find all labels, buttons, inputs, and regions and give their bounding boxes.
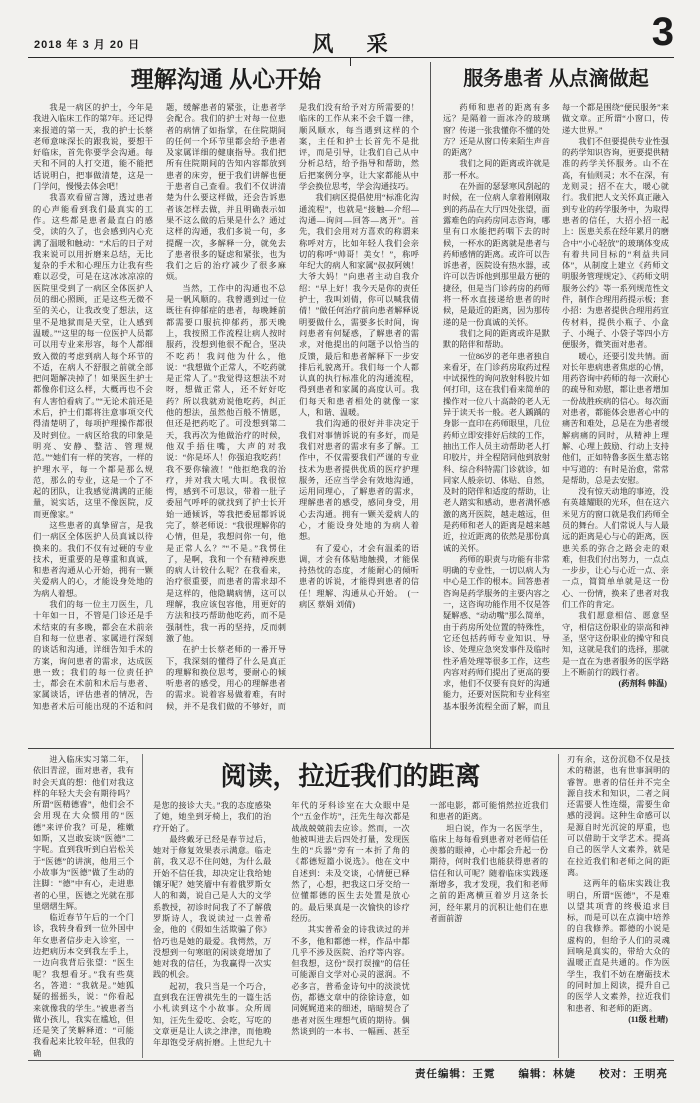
paragraph: 起初，我只当是一个巧合，直到我在汪曾祺先生的一篇生活小札读到这个小故事。众所周知，汪先生爱吃、会吃，写吃的文章更是让人读之津津，而他晚年却饱受牙病折磨。上世纪九十年代的牙科诊室在大众眼中是个“五金作坊”，汪先生每次都是战战兢兢前去应诊。然而，一次他被叫进去后四处打量，发现医生的“兵器”旁有一本折了角的《都德短篇小说选》。他在文中自述到：未及交谈，心情便已释然了，心想，把我这口牙交给一位懂都德的医生去处置是放心的。最后果真是一次愉快的诊疗经历。 [152,801,410,1048]
article-reading-right-column [567,754,670,1058]
paragraph: 有了爱心，才会有温柔的语调，才会有体贴地触摸，才能保持热忱的态度，才能耐心的倾听患者的诉说，才能得到患者的信任！理解、沟通从心开始。 (一病区 蔡娟 刘倩) [299,543,419,610]
article-reading-center [142,754,559,1058]
footer-credits: 责任编辑：王霓 编辑：林婕 校对：王明亮 [415,1068,668,1080]
header-date: 2018 年 3 月 20 日 [34,39,141,51]
article-reading-left-column [33,754,134,1058]
article-pharmacy-byline: (药剂科 韩温) [618,679,667,689]
paragraph: 我们愿意相信、愿意坚守，相信这份职业的崇高和神圣，坚守这份职业的操守和良知，这就是我们的选择，那就是一直在为患者服务的医学路上不断前行的践行者。 [562,611,669,677]
paragraph: 我是一病区的护士，今年是我进入临床工作的第7年。还记得来报道的第一天，我的护士长蔡老师意味深长的跟我说，要想干好临床，首先你要学会沟通。每天和不同的人打交道，能不能把话说明白，把事做清楚，这是一门学问，慢慢去体会吧！ [33,103,153,192]
paragraph: 暖心，还要引发共情。面对长年患病患者焦虑的心情，用药咨询中药师的每一次耐心的疏导和劝慰，都让患者增加一份战胜疾病的信心。每次面对患者，都能体会患者心中的痛苦和难处，总是在为患者缓解病痛的同时，从精神上理解、心理上鼓励、行动上支持他们，正如特鲁多医生墓志铭中写道的：有时是治愈，常常是帮助，总是去安慰。 [562,351,669,485]
paragraph: 我们的每一位主刀医生，几十年如一日，不管是门诊还是手术结束的有多晚，都会在术前亲自和每一位患者、家属进行深刻的谈话和沟通，详细告知手术的方案，询问患者的需求，达成医患一致；我们的每一位责任护士，都会在术前和术后与患者、家属谈话，评估患者的情况，告知患者术后可能出现的不适和问题，缓解患者的紧张，让患者学会配合。我们的护士对每一位患者的病情了如指掌，在住院期间的任何一个环节里都会给予患者及家属详细的健康指导。我们把所有住院期间的告知内容都放到患者的床旁，便于我们讲解也便于患者自己查看。我们不仅讲清楚为什么要这样做，还会告诉患者该怎样去做，并且明确表示如果不这么做的后果是什么？通过这样的沟通，我们多说一句，多提醒一次，多解释一分，就免去了患者很多的疑虑和紧张，也为我们之后的治疗减少了很多麻烦。 [33,103,286,711]
paragraph: 在护士长蔡老师的一番开导下，我深刻的懂得了什么是真正的理解和换位思考，要耐心的倾听患者的感受，用心的理解患者的需求。说着容易做着难，有时候，并不是我们做的不够好，而是我们没有给予对方所需要的！临床的工作从来不会千篇一律，顺风顺水，每当遇到这样的个案，主任和护士长首先不是批评，而是引导，让我们自己从中分析总结，给予指导和帮助，然后把案例分享，让大家都能从中学会换位思考，学会沟通技巧。 [166,103,419,711]
paragraph: 我喜欢看留言簿，透过患者的心声能看到我们最真实的工作。这些都是患者最直白的感受，读的久了，也会感到内心充满了温暖和触动：“术后的日子对我来说可以用折磨来总结，无比复杂的手术和心理压力让我有些难以忍受，可是在这冰冰凉凉的医院里受到了一病区全体医护人员的细心照顾，正是这些无微不至的关心，让我改变了想法，这里不是地狱而是天堂，让人感到温暖。”“这里的每一位医护人员都可以用专业来形容，每个人都细致入微的考虑到病人每个环节的不适，在病人不舒服之前就全部把问题解决掉了！如果医生护士都像你们这么样，大概再也不会有人害怕看病了。”“无论术前还是术后，护士们都将注意事项交代得清楚明了，每项护理操作都很及时到位。一病区给我的印象是明亮、安静、整洁、管理规范。”“她们有一样的笑容，一样的护理水平，每一个都是那么规范，那么的专业，这是一个了不起的团队，让我感觉满满的正能量，说实话，这里不像医院，反而更像家。” [33,193,153,519]
paragraph: 我们之间的距离或许就是那一杯水。 [443,159,550,180]
bottom-section-rule [28,748,674,749]
paragraph: 进入临床实习第二年，依旧青涩，面对患者，我有时会天真的想：他们对我这样的年轻大夫会有期待吗？所谓“医精德睿”，他们会不会用现在大众惯用的“医德”来评价我？可是，稚嫩如斯，又岂敢妄谈“医德”二字呢。直到我听到白岩松关于“医德”的讲演，他用三个小故事为“医德”做了生动的注脚：“德”中有心，走进患者的心里，医德之光就在那里熠熠生辉。 [33,755,134,911]
paragraph: 我们沟通的很好并非决定于我们对事情诉说的有多好，而是我们对患者的需求有多了解。工作中，不仅需要我们严谨的专业技术为患者提供优质的医疗护理服务，还应当学会有效地沟通，运用同理心，了解患者的需求，理解患者的感受，感同身受，用心去沟通。拥有一颗关爱病人的心，才能设身处地的为病人着想。 [299,419,419,542]
paragraph: 在外面的瑟瑟寒风刮起的时候，在一位病人拿着刚刚取到的药品在大厅四处张望，面露难色的向药房同志咨询，哪里有口水能把药咽下去的时候，一杯水的距离就是患者与药师感情的距离。或许可以告诉患者，医院设有热水器，或许可以告诉他到那里最方便的捷径，但是当门诊药房的药师将一杯水直接递给患者的时候，是最近的距离，因为那传递的是一份真诚的关怀。 [443,182,550,327]
article-communication [33,62,419,748]
footer-rule [28,1060,674,1061]
masthead-title: 风 采 [312,32,402,56]
article-reading [33,754,670,1058]
paragraph: 当然，工作中的沟通也不总是一帆风顺的。我曾遇到过一位既往有抑郁症的患者，每晚睡前都需要口服抗抑郁药，那天晚上，我按照工作流程让病人按时服药，没想到他很不配合，坚决不吃药！我问他为什么，他说：“我想做个正常人，不吃药就是正常人了。”我觉得这想法不对呀，想做正常人，还不好好吃药？所以我就劝说他吃药，纠正他的想法，虽然他百般不情愿，但还是把药吃了。可没想到第二天，我再次为他做治疗的时候，他双手捂住嘴，大声的对我说：“你是坏人！你强迫我吃药！我不要你输液！”他拒绝我的治疗，并对我大吼大叫。我很惊愕，感到不可思议，带着一肚子委屈气呼呼的就找到了护士长开始一通倾诉，等我把委屈都诉说完了，蔡老师说：“我很理解你的心情，但是，我想问你一句，他是正常人么？”“不是。”我愣住了，是啊，我和一个有精神疾患的病人计较什么呢？在我看来，治疗很重要，而患者的需求却不是这样的，他隐瞒病情，这可以理解，我应该包容他，用更好的方法和技巧帮助他吃药，而不是强制性，我一再的坚持，反而刺激了他。 [166,283,286,643]
header-rule [28,57,674,58]
paragraph: 这两年的临床实践让我明白，所谓“医德”，不是难以望其项背的终极追求目标，而是可以在点滴中培养的自我修养。都德的小说是虚构的，但给予人们的灵魂回响是真实的，带给大众的温暖正直是共通的。作为医学生，我们不妨在磨砺技术的同时加上阅读，提升自己的医学人文素养，拉近我们和患者、和老师的距离。 [567,879,670,1013]
article-communication-title: 理解沟通 从心开始 [130,66,322,92]
paragraph: 最终戴牙已经是春节过后，她对于修复效果表示满意。临走前，我又忍不住问她，为什么最开始不信任我，却决定让我给她镶牙呢？她笑靥中有着俄罗斯女人的和蔼，说自己是人大的文学系教授，初诊时间我了不了解俄罗斯诗人，我说读过一点普希金，他的《假如生活欺骗了你》恰巧也是她的最爱。我愕然，万没想到一句寒暄的闲谈竟增加了她对我的信任，为我赢得一次实践的机会。 [152,834,272,980]
paragraph: 其实普希金的诗我读过的并不多，他和都德一样，作品中都几乎不涉及医院、治疗等内容。但我想，这份“误打误撞”的信任可能源自文学对心灵的滋润。不必多言，普希金诗句中的淡淡忧伤，都德文章中的徐徐诗意，如同娓娓道来的细述，暗暗契合了患者对医生理想气质的期待。偶然谈到的一本书、一幅画、甚至一部电影，都可能悄然拉近我们和患者的距离。 [291,801,549,1036]
paragraph: 我们之间的距离或许是默默的陪伴和帮助。 [443,328,550,350]
article-pharmacy [430,62,669,748]
paragraph: 临近春节午后的一个门诊，我转身看到一位外国中年女患者信步走入诊室，一边把病历本交到我左手上，一边向我背后张望：“医生呢？我想看牙。”我有些莫名，答道：“我就是。”她狐疑的摇摇头，说：“你看起来就像我的学生。”被患者当做小孩儿，我实在尴尬，但还是笑了笑解释道：“可能我看起来比较年轻，但我的确 [33,913,134,1058]
paragraph: 刃有余，这份沉稳不仅是技术的精湛，也有世事洞明的睿智。患者的信任并不完全源自技术和知识，二者之间还需要人性连缀，需要生命感的浸润。这种生命感可以是源自时光沉淀的厚重，也可以借助于文学艺术。提高自己的医学人文素养，就是在拉近我们和老师之间的距离。 [567,755,670,877]
paragraph: 一位86岁的老年患者独自来看牙，在门诊药房取药过程中试探性的询问放射科胶片如何打印，这在我们看来简单的操作对一位八十高龄的老人无异于读天书一般。老人踽踽的身影一直印在药师眼里，几位药师立即安排好后续的工作，抽出工作人员主动帮助老人打印胶片，并全程陪同他到放射科、综合科特需门诊就诊，如同家人般亲切、体贴、自然，及时的陪伴和适度的帮助，让老人踏实和感动，患者满怀感激的离开医院，越走越远，但是药师和老人的距离是越来越近，拉近距离的依然是那份真诚的关怀。 [443,351,550,553]
paragraph: 药师和患者的距离有多远？是隔着一面冰冷的玻璃窗？传递一张我懂你不懂的处方？还是从窗口传来陌生声音的距离？ [443,103,550,158]
article-pharmacy-title: 服务患者 从点滴做起 [463,68,649,90]
article-pharmacy-body [443,102,669,714]
paragraph: 没有惊天动地的事迹，没有英雄耀眼的光环，但在这六米见方的窗口就是我们药师全员的舞台。人们常说人与人最远的距离是心与心的距离，医患关系的弥合之路会走的艰难，但我们付出努力，一点点一步步，让心与心近一点、亲一点，简简单单就是这一份心、一份情，换来了患者对我们工作的肯定。 [562,487,669,610]
paragraph: 药师的职责与功能有非常明确的专业性，一切以病人为中心是工作的根本。回答患者咨询是药学服务的主要内容之一，这咨询功能作用不仅是答疑解惑、“动动嘴”那么简单，由于药房所处位置的特殊性，它还包括药师专业知识、导诊、处理应急突发事件及临时性矛盾处理等很多工作，这些内容对药师们提出了更高的要求，他们不仅要有良好的沟通能力，还要对医院和专业科室基本服务流程全面了解，而且每一个都是围绕“便民服务”来做文章。正所谓“小窗口，传递大世界。” [443,103,669,711]
paragraph: 这些患者的真挚留言，是我们一病区全体医护人员真诚以待换来的。我们不仅有过硬的专业技术，更重要的是尊重和真诚，和患者沟通从心开始，拥有一颗关爱病人的心，才能设身处地的为病人着想。 [33,520,153,598]
main-articles-region [33,62,670,748]
article-reading-title: 阅读，拉近我们的距离 [220,761,481,791]
article-communication-body [33,102,419,714]
paragraph: 坦白说，作为一名医学生，临床上每每看到患者对老师信任羡慕的眼神，心中都会升起一份期待，何时我们也能获得患者的信任和认可呢？随着临床实践逐渐增多，我才发现，我们和老师之前的距离横亘着岁月这条长河，经年累月的沉积让他们在患者面前游 [429,823,549,923]
paragraph: 我们不但要提供专业性强的药学知识咨询，更要提供精准的药学关怀服务。山不在高，有仙则灵；水不在深，有龙则灵；招不在大，暖心就行。我们把人文关怀真正融入到专业的药学服务中，为取得患者的信任，大招小招一起上：医患关系在经年累月的磨合中“小心轻放”的玻璃体变成有着共同目标的“利益共同体”，从制度上建立《药师文明服务管理规定》、《药师文明服务公约》等一系列规范性文件，制作合理用药提示板；套小招：为患者提供合理用药宣传材料，提供小瓶子、小盒子、小绳子、小袋子等四小方便服务，微笑面对患者。 [562,136,669,350]
article-reading-byline: (11级 杜晴) [628,1014,668,1024]
paragraph: 是您的接诊大夫。”我的态度感染了她，她坐到牙椅上，我们的治疗开始了。 [152,801,272,833]
page-number: 3 [651,10,674,54]
paragraph: 我们病区提倡使用“标准化沟通流程”，也就是“接触—介绍—沟通—询问—回答—离开”。首先，我们会用对方喜欢的称谓来称呼对方，比如年轻人我们会亲切的称呼“帅哥！美女！”，称呼年纪大的病人和家属“叔叔阿姨！大爷大妈！”向患者主动自我介绍：“早上好！我今天是你的责任护士，我叫刘倩，你可以喊我倩倩！”做任何治疗前向患者解释说明要做什么，需要多长时间，询问患者有何疑惑，了解患者的需求，对他提出的问题予以恰当的反馈，最后和患者解释下一步安排后礼貌离开。我们每一个人都认真的执行标准化的沟通流程，得到患者和家属的高度认可。我们每天和患者相处的就像一家人，和谐、温暖。 [299,193,419,418]
article-reading-center-body [153,800,548,1056]
